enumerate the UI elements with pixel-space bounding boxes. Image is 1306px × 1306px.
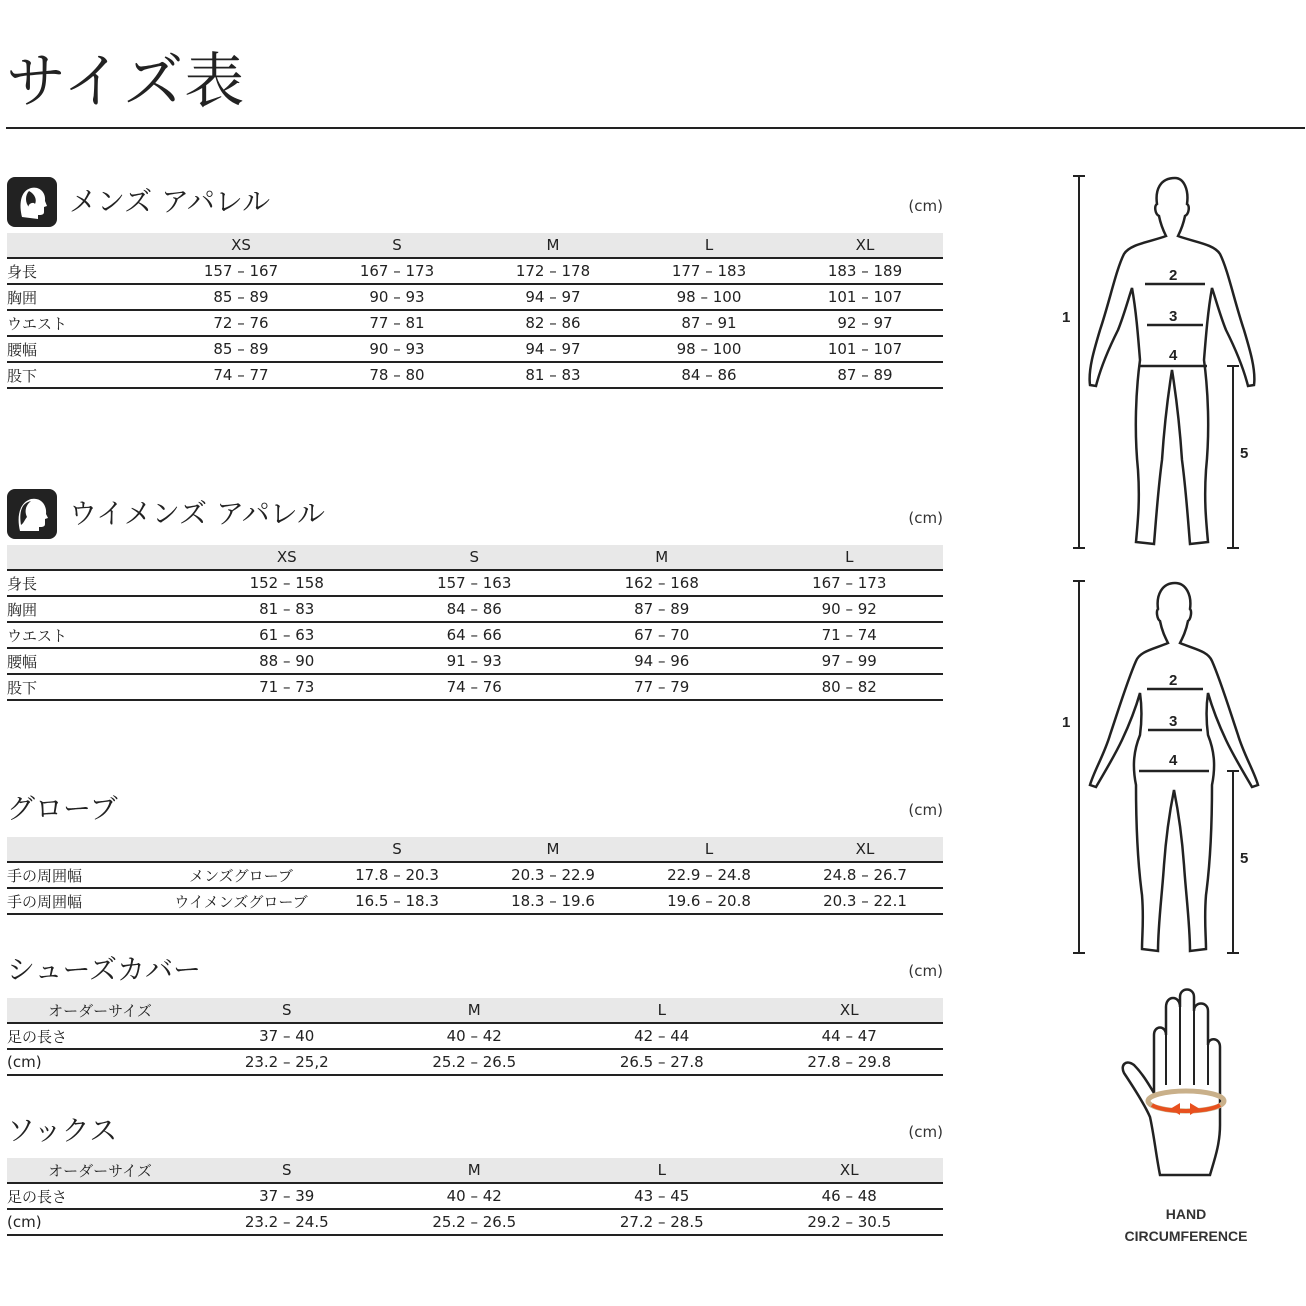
womens-apparel-unit: (cm) xyxy=(908,509,943,527)
table-cell: 71 – 73 xyxy=(193,674,381,700)
table-cell: 98 – 100 xyxy=(631,336,787,362)
row-label: ウエスト xyxy=(7,310,163,336)
column-header xyxy=(163,837,319,862)
row-label: 足の長さ xyxy=(7,1183,193,1209)
table-header-row xyxy=(7,998,943,1023)
row-label: 腰幅 xyxy=(7,336,163,362)
mens-apparel-section xyxy=(7,177,943,389)
table-cell: 98 – 100 xyxy=(631,284,787,310)
table-cell: 90 – 93 xyxy=(319,284,475,310)
table-row xyxy=(7,362,943,388)
table-cell: 67 – 70 xyxy=(568,622,756,648)
table-cell: 94 – 96 xyxy=(568,648,756,674)
table-cell: 90 – 93 xyxy=(319,336,475,362)
shoecovers-size-table xyxy=(7,998,943,1076)
table-cell: 44 – 47 xyxy=(756,1023,944,1049)
table-row xyxy=(7,1183,943,1209)
table-row xyxy=(7,622,943,648)
table-row xyxy=(7,888,943,914)
shoecovers-unit: (cm) xyxy=(908,962,943,980)
column-header: L xyxy=(568,998,756,1023)
mens-size-table xyxy=(7,233,943,389)
row-label: 身長 xyxy=(7,258,163,284)
measure-label-hip: 4 xyxy=(1169,347,1178,364)
table-row xyxy=(7,596,943,622)
mens-apparel-title: メンズ アパレル xyxy=(69,185,271,218)
column-header: L xyxy=(631,233,787,258)
column-header: M xyxy=(475,233,631,258)
table-header-row xyxy=(7,1158,943,1183)
column-header xyxy=(7,837,163,862)
row-label: (cm) xyxy=(7,1209,193,1235)
table-cell: 177 – 183 xyxy=(631,258,787,284)
table-row xyxy=(7,648,943,674)
table-cell: 20.3 – 22.1 xyxy=(787,888,943,914)
column-header: S xyxy=(193,998,381,1023)
column-header: S xyxy=(319,233,475,258)
womens-size-table xyxy=(7,545,943,701)
table-cell: 162 – 168 xyxy=(568,570,756,596)
table-cell: 88 – 90 xyxy=(193,648,381,674)
row-label: 胸囲 xyxy=(7,284,163,310)
table-header-row xyxy=(7,837,943,862)
table-cell: 77 – 79 xyxy=(568,674,756,700)
table-cell: 71 – 74 xyxy=(756,622,944,648)
hand-caption-line2: CIRCUMFERENCE xyxy=(1124,1228,1248,1244)
column-header xyxy=(7,233,163,258)
measure-label-inseam: 5 xyxy=(1240,850,1249,867)
column-header: M xyxy=(568,545,756,570)
gloves-size-table xyxy=(7,837,943,915)
row-label: (cm) xyxy=(7,1049,193,1075)
table-cell: 101 – 107 xyxy=(787,336,943,362)
table-cell: 23.2 – 24.5 xyxy=(193,1209,381,1235)
table-cell: 74 – 77 xyxy=(163,362,319,388)
table-cell: 23.2 – 25,2 xyxy=(193,1049,381,1075)
table-cell: 97 – 99 xyxy=(756,648,944,674)
table-cell: 25.2 – 26.5 xyxy=(381,1049,569,1075)
table-cell: 78 – 80 xyxy=(319,362,475,388)
table-cell: 20.3 – 22.9 xyxy=(475,862,631,888)
socks-title: ソックス xyxy=(7,1114,118,1147)
table-header-row xyxy=(7,233,943,258)
hand-circumference-diagram xyxy=(1110,985,1270,1250)
shoecovers-section xyxy=(7,954,943,1076)
womens-apparel-section xyxy=(7,489,943,701)
title-divider xyxy=(6,127,1305,129)
column-header: XL xyxy=(787,233,943,258)
measure-label-height: 1 xyxy=(1062,309,1071,326)
column-header: XL xyxy=(756,998,944,1023)
row-label: 腰幅 xyxy=(7,648,193,674)
measure-label-waist: 3 xyxy=(1169,308,1178,325)
column-header: M xyxy=(381,1158,569,1183)
table-cell: 37 – 40 xyxy=(193,1023,381,1049)
column-header: L xyxy=(756,545,944,570)
table-cell: 87 – 89 xyxy=(568,596,756,622)
page-title: サイズ表 xyxy=(6,47,246,117)
row-label: 胸囲 xyxy=(7,596,193,622)
male-body-measurement-diagram xyxy=(1050,170,1290,555)
table-cell: 167 – 173 xyxy=(756,570,944,596)
table-cell: 167 – 173 xyxy=(319,258,475,284)
gloves-title: グローブ xyxy=(7,792,118,825)
table-cell: 87 – 91 xyxy=(631,310,787,336)
socks-section xyxy=(7,1115,943,1236)
row-label: 手の周囲幅 xyxy=(7,888,163,914)
table-cell: 61 – 63 xyxy=(193,622,381,648)
table-cell: 81 – 83 xyxy=(475,362,631,388)
glove-type-label: メンズグローブ xyxy=(163,862,319,888)
table-row xyxy=(7,862,943,888)
table-cell: 42 – 44 xyxy=(568,1023,756,1049)
glove-type-label: ウイメンズグローブ xyxy=(163,888,319,914)
female-body-measurement-diagram xyxy=(1050,575,1290,960)
column-header: M xyxy=(475,837,631,862)
measure-label-hip: 4 xyxy=(1169,752,1178,769)
measure-label-chest: 2 xyxy=(1169,267,1178,284)
gloves-unit: (cm) xyxy=(908,801,943,819)
table-cell: 183 – 189 xyxy=(787,258,943,284)
table-cell: 72 – 76 xyxy=(163,310,319,336)
table-cell: 26.5 – 27.8 xyxy=(568,1049,756,1075)
table-row xyxy=(7,258,943,284)
table-cell: 81 – 83 xyxy=(193,596,381,622)
row-label: ウエスト xyxy=(7,622,193,648)
row-label: 股下 xyxy=(7,674,193,700)
table-row xyxy=(7,1049,943,1075)
table-row xyxy=(7,674,943,700)
column-header: S xyxy=(319,837,475,862)
table-cell: 85 – 89 xyxy=(163,336,319,362)
table-cell: 157 – 167 xyxy=(163,258,319,284)
table-cell: 18.3 – 19.6 xyxy=(475,888,631,914)
table-cell: 92 – 97 xyxy=(787,310,943,336)
measure-label-chest: 2 xyxy=(1169,672,1178,689)
socks-unit: (cm) xyxy=(908,1123,943,1141)
table-cell: 84 – 86 xyxy=(631,362,787,388)
column-header: オーダーサイズ xyxy=(7,998,193,1023)
table-cell: 94 – 97 xyxy=(475,284,631,310)
table-cell: 94 – 97 xyxy=(475,336,631,362)
table-cell: 46 – 48 xyxy=(756,1183,944,1209)
table-cell: 64 – 66 xyxy=(381,622,569,648)
column-header: M xyxy=(381,998,569,1023)
gloves-section xyxy=(7,793,943,915)
table-cell: 27.8 – 29.8 xyxy=(756,1049,944,1075)
table-row xyxy=(7,1209,943,1235)
column-header: S xyxy=(193,1158,381,1183)
table-row xyxy=(7,284,943,310)
table-cell: 84 – 86 xyxy=(381,596,569,622)
column-header: XL xyxy=(756,1158,944,1183)
table-cell: 157 – 163 xyxy=(381,570,569,596)
column-header: XS xyxy=(163,233,319,258)
column-header: L xyxy=(631,837,787,862)
table-cell: 17.8 – 20.3 xyxy=(319,862,475,888)
row-label: 足の長さ xyxy=(7,1023,193,1049)
table-cell: 87 – 89 xyxy=(787,362,943,388)
table-cell: 74 – 76 xyxy=(381,674,569,700)
table-cell: 22.9 – 24.8 xyxy=(631,862,787,888)
table-cell: 90 – 92 xyxy=(756,596,944,622)
table-cell: 77 – 81 xyxy=(319,310,475,336)
measure-label-height: 1 xyxy=(1062,714,1071,731)
table-cell: 85 – 89 xyxy=(163,284,319,310)
table-cell: 24.8 – 26.7 xyxy=(787,862,943,888)
row-label: 股下 xyxy=(7,362,163,388)
table-row xyxy=(7,1023,943,1049)
female-head-icon xyxy=(7,489,57,539)
row-label: 手の周囲幅 xyxy=(7,862,163,888)
table-cell: 40 – 42 xyxy=(381,1023,569,1049)
table-cell: 91 – 93 xyxy=(381,648,569,674)
table-cell: 82 – 86 xyxy=(475,310,631,336)
column-header: XL xyxy=(787,837,943,862)
mens-apparel-unit: (cm) xyxy=(908,197,943,215)
table-header-row xyxy=(7,545,943,570)
table-cell: 25.2 – 26.5 xyxy=(381,1209,569,1235)
table-cell: 172 – 178 xyxy=(475,258,631,284)
column-header: オーダーサイズ xyxy=(7,1158,193,1183)
table-row xyxy=(7,336,943,362)
measure-label-waist: 3 xyxy=(1169,713,1178,730)
column-header: L xyxy=(568,1158,756,1183)
table-cell: 27.2 – 28.5 xyxy=(568,1209,756,1235)
male-head-icon xyxy=(7,177,57,227)
hand-caption-line1: HAND xyxy=(1165,1206,1207,1222)
table-cell: 29.2 – 30.5 xyxy=(756,1209,944,1235)
column-header: XS xyxy=(193,545,381,570)
shoecovers-title: シューズカバー xyxy=(7,953,202,986)
socks-size-table xyxy=(7,1158,943,1236)
table-cell: 37 – 39 xyxy=(193,1183,381,1209)
table-row xyxy=(7,570,943,596)
table-cell: 19.6 – 20.8 xyxy=(631,888,787,914)
table-cell: 16.5 – 18.3 xyxy=(319,888,475,914)
row-label: 身長 xyxy=(7,570,193,596)
womens-apparel-title: ウイメンズ アパレル xyxy=(69,497,326,530)
table-cell: 80 – 82 xyxy=(756,674,944,700)
column-header: S xyxy=(381,545,569,570)
table-row xyxy=(7,310,943,336)
table-cell: 40 – 42 xyxy=(381,1183,569,1209)
table-cell: 43 – 45 xyxy=(568,1183,756,1209)
table-cell: 152 – 158 xyxy=(193,570,381,596)
measure-label-inseam: 5 xyxy=(1240,445,1249,462)
column-header xyxy=(7,545,193,570)
table-cell: 101 – 107 xyxy=(787,284,943,310)
